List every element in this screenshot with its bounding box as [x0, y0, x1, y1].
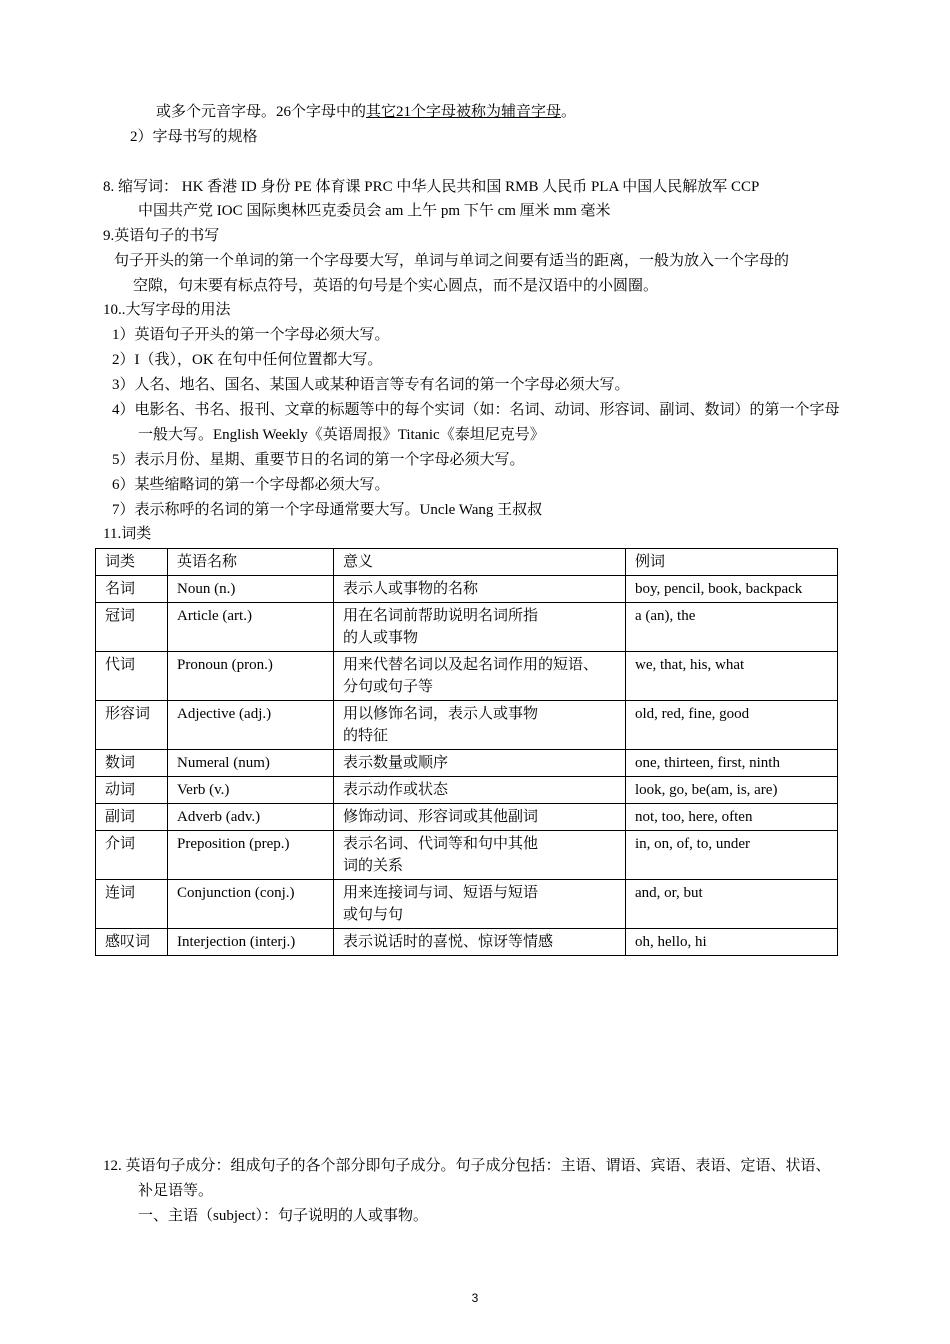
abbreviations-line-1: 8. 缩写词： HK 香港 ID 身份 PE 体育课 PRC 中华人民共和国 RMB 人民币 PLA 中国人民解放军 CCP — [103, 179, 760, 195]
header-cell: 词类 — [96, 549, 168, 576]
cell-english-name: Article (art.) — [168, 603, 334, 652]
cell-english-name: Interjection (interj.) — [168, 929, 334, 956]
cell-chinese-name: 感叹词 — [96, 929, 168, 956]
capital-rule-1: 1）英语句子开头的第一个字母必须大写。 — [112, 327, 390, 343]
table-row — [96, 652, 838, 701]
cell-meaning — [334, 777, 626, 804]
table-row — [96, 701, 838, 750]
meaning-text: 用在名词前帮助说明名词所指 — [343, 608, 539, 624]
capital-rule-6: 6）某些缩略词的第一个字母都必须大写。 — [112, 477, 390, 493]
cell-chinese-name: 冠词 — [96, 603, 168, 652]
cell-examples: a (an), the — [626, 603, 838, 652]
table-row — [96, 831, 838, 880]
parts-of-speech-table — [95, 548, 838, 956]
cell-meaning — [334, 652, 626, 701]
vowel-line-start: 或多个元音字母。26个字母中的 — [156, 104, 367, 120]
cell-english-name: Pronoun (pron.) — [168, 652, 334, 701]
meaning-text: 表示数量或顺序 — [343, 755, 449, 771]
abbreviations-line-2: 中国共产党 IOC 国际奥林匹克委员会 am 上午 pm 下午 cm 厘米 mm 毫米 — [138, 203, 611, 219]
cell-meaning — [334, 831, 626, 880]
cell-examples: oh, hello, hi — [626, 929, 838, 956]
table-row — [96, 603, 838, 652]
letter-writing-subheading: 2）字母书写的规格 — [130, 129, 258, 145]
cell-examples: in, on, of, to, under — [626, 831, 838, 880]
cell-chinese-name: 代词 — [96, 652, 168, 701]
table-row — [96, 880, 838, 929]
meaning-text: 表示名词、代词等和句中其他 — [343, 836, 539, 852]
capital-rule-4: 4）电影名、书名、报刊、文章的标题等中的每个实词（如：名词、动词、形容词、副词、数词）的第一个字母 — [112, 402, 840, 418]
cell-examples: look, go, be(am, is, are) — [626, 777, 838, 804]
cell-english-name: Adverb (adv.) — [168, 804, 334, 831]
cell-chinese-name: 连词 — [96, 880, 168, 929]
table-row — [96, 929, 838, 956]
cell-english-name: Numeral (num) — [168, 750, 334, 777]
cell-meaning — [334, 701, 626, 750]
section-12-line-1: 12. 英语句子成分：组成句子的各个部分即句子成分。句子成分包括：主语、谓语、宾语、表语、定语、状语、 — [103, 1158, 831, 1174]
cell-english-name: Verb (v.) — [168, 777, 334, 804]
cell-examples: one, thirteen, first, ninth — [626, 750, 838, 777]
header-cell: 英语名称 — [168, 549, 334, 576]
cell-chinese-name: 副词 — [96, 804, 168, 831]
capital-rule-3: 3）人名、地名、国名、某国人或某种语言等专有名词的第一个字母必须大写。 — [112, 377, 630, 393]
table-row — [96, 576, 838, 603]
cell-meaning — [334, 750, 626, 777]
capital-rule-4-cont: 一般大写。English Weekly《英语周报》Titanic《泰坦尼克号》 — [138, 427, 545, 443]
cell-examples: not, too, here, often — [626, 804, 838, 831]
cell-meaning — [334, 603, 626, 652]
cell-chinese-name: 介词 — [96, 831, 168, 880]
cell-examples: old, red, fine, good — [626, 701, 838, 750]
section-9-heading: 9.英语句子的书写 — [103, 228, 220, 244]
cell-meaning — [334, 880, 626, 929]
capital-rule-2: 2）I（我），OK 在句中任何位置都大写。 — [112, 352, 383, 368]
meaning-text: 表示动作或状态 — [343, 782, 449, 798]
section-12-line-2: 补足语等。 — [138, 1183, 214, 1199]
cell-examples: we, that, his, what — [626, 652, 838, 701]
meaning-text-cont: 词的关系 — [343, 858, 404, 874]
section-9-line-2: 空隙，句末要有标点符号，英语的句号是个实心圆点，而不是汉语中的小圆圈。 — [133, 278, 659, 294]
meaning-text-cont: 的特征 — [343, 728, 389, 744]
header-cell: 意义 — [334, 549, 626, 576]
cell-meaning — [334, 929, 626, 956]
meaning-text-cont: 的人或事物 — [343, 630, 419, 646]
section-10-heading: 10..大写字母的用法 — [103, 302, 231, 318]
cell-meaning — [334, 804, 626, 831]
cell-chinese-name: 形容词 — [96, 701, 168, 750]
cell-english-name: Noun (n.) — [168, 576, 334, 603]
capital-rule-5: 5）表示月份、星期、重要节日的名词的第一个字母必须大写。 — [112, 452, 525, 468]
section-11-heading: 11.词类 — [103, 526, 152, 542]
cell-english-name: Conjunction (conj.) — [168, 880, 334, 929]
table-header-row — [96, 549, 838, 576]
meaning-text: 表示人或事物的名称 — [343, 581, 479, 597]
cell-english-name: Adjective (adj.) — [168, 701, 334, 750]
meaning-text: 修饰动词、形容词或其他副词 — [343, 809, 539, 825]
cell-chinese-name: 动词 — [96, 777, 168, 804]
vowel-line — [156, 102, 576, 122]
meaning-text-cont: 分句或句子等 — [343, 679, 434, 695]
cell-chinese-name: 名词 — [96, 576, 168, 603]
table-row — [96, 750, 838, 777]
capital-rule-7: 7）表示称呼的名词的第一个字母通常要大写。Uncle Wang 王叔叔 — [112, 502, 543, 518]
table-row — [96, 804, 838, 831]
cell-examples: and, or, but — [626, 880, 838, 929]
cell-chinese-name: 数词 — [96, 750, 168, 777]
meaning-text: 用来代替名词以及起名词作用的短语、 — [343, 657, 599, 673]
meaning-text: 用来连接词与词、短语与短语 — [343, 885, 539, 901]
meaning-text: 用以修饰名词，表示人或事物 — [343, 706, 539, 722]
header-cell: 例词 — [626, 549, 838, 576]
meaning-text: 表示说话时的喜悦、惊讶等情感 — [343, 934, 554, 950]
meaning-text-cont: 或句与句 — [343, 907, 404, 923]
table-row — [96, 777, 838, 804]
vowel-line-end: 。 — [561, 104, 577, 120]
subject-definition: 一、主语（subject）：句子说明的人或事物。 — [138, 1208, 428, 1224]
consonant-definition: 其它21个字母被称为辅音字母 — [366, 104, 562, 120]
cell-examples: boy, pencil, book, backpack — [626, 576, 838, 603]
cell-meaning — [334, 576, 626, 603]
cell-english-name: Preposition (prep.) — [168, 831, 334, 880]
section-9-line-1: 句子开头的第一个单词的第一个字母要大写，单词与单词之间要有适当的距离，一般为放入一个字母的 — [114, 253, 790, 269]
page-number: 3 — [471, 1291, 479, 1305]
